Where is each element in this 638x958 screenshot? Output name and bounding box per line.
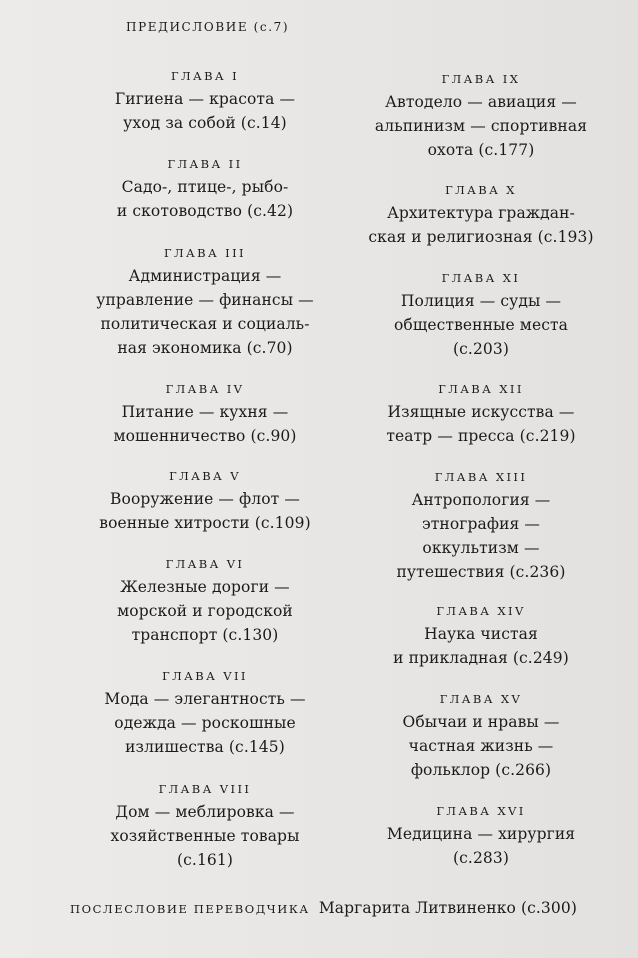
chapter-entry: [334, 71, 628, 162]
chapter-entry: [334, 469, 628, 584]
chapter-title: Изящные искусства — театр — пресса (с.219): [386, 403, 576, 445]
chapter-label: ГЛАВА XII: [438, 382, 524, 396]
chapter-title: Администрация — управление — финансы — политическая и социаль- ная экономика (с.70): [96, 267, 314, 357]
chapter-title: Питание — кухня — мошенничество (с.90): [113, 403, 297, 445]
chapter-title: Гигиена — красота — уход за собой (с.14): [114, 90, 296, 132]
chapter-label: ГЛАВА X: [445, 183, 517, 197]
chapter-entry: [54, 556, 356, 647]
chapter-entry: [54, 156, 356, 223]
chapter-entry: [54, 245, 356, 360]
chapter-label: ГЛАВА XI: [441, 271, 521, 285]
chapter-title: Железные дороги — морской и городской транспорт (с.130): [117, 578, 293, 644]
chapter-entry: [54, 68, 356, 135]
chapter-title: Наука чистая и прикладная (с.249): [393, 625, 569, 667]
chapter-title: Автодело — авиация — альпинизм — спортивная охота (с.177): [374, 93, 588, 159]
chapter-title: Архитектура граждан- ская и религиозная (с.193): [368, 204, 594, 246]
chapter-entry: [334, 381, 628, 448]
chapter-label: ГЛАВА IV: [165, 382, 245, 396]
chapter-title: Медицина — хирургия (с.283): [386, 825, 576, 867]
chapter-entry: [334, 603, 628, 670]
afterword-author-page: Маргарита Литвиненко (с.300): [318, 899, 577, 917]
chapter-label: ГЛАВА VII: [162, 669, 248, 683]
chapter-label: ГЛАВА V: [169, 469, 241, 483]
chapter-title: Мода — элегантность — одежда — роскошные излишества (с.145): [104, 690, 306, 756]
foreword-entry: ПРЕДИСЛОВИЕ (с.7): [126, 20, 290, 34]
chapter-label: ГЛАВА XIV: [436, 604, 526, 618]
chapter-label: ГЛАВА I: [170, 69, 240, 83]
chapter-label: ГЛАВА II: [167, 157, 243, 171]
chapter-entry: [334, 691, 628, 782]
chapter-entry: [54, 468, 356, 535]
chapter-label: ГЛАВА IX: [441, 72, 521, 86]
afterword-entry: [70, 898, 630, 917]
chapter-entry: [334, 803, 628, 870]
chapter-title: Садо-, птице-, рыбо- и скотоводство (с.42): [116, 178, 294, 220]
chapter-label: ГЛАВА VIII: [158, 782, 252, 796]
chapter-entry: [54, 668, 356, 759]
afterword-label: ПОСЛЕСЛОВИЕ ПЕРЕВОДЧИКА: [70, 902, 310, 916]
chapter-title: Дом — меблировка — хозяйственные товары (с.161): [110, 803, 300, 869]
chapter-label: ГЛАВА III: [164, 246, 246, 260]
chapter-entry: [54, 381, 356, 448]
chapter-title: Вооружение — флот — военные хитрости (с.109): [99, 490, 311, 532]
chapter-entry: [334, 182, 628, 249]
chapter-label: ГЛАВА VI: [165, 557, 245, 571]
chapter-label: ГЛАВА XIII: [434, 470, 528, 484]
chapter-title: Полиция — суды — общественные места (с.203): [393, 292, 569, 358]
chapter-label: ГЛАВА XVI: [436, 804, 526, 818]
chapter-entry: [54, 781, 356, 872]
chapter-entry: [334, 270, 628, 361]
chapter-title: Обычаи и нравы — частная жизнь — фольклор (с.266): [402, 713, 560, 779]
chapter-title: Антропология — этнография — оккультизм — путешествия (с.236): [396, 491, 566, 581]
chapter-label: ГЛАВА XV: [439, 692, 523, 706]
